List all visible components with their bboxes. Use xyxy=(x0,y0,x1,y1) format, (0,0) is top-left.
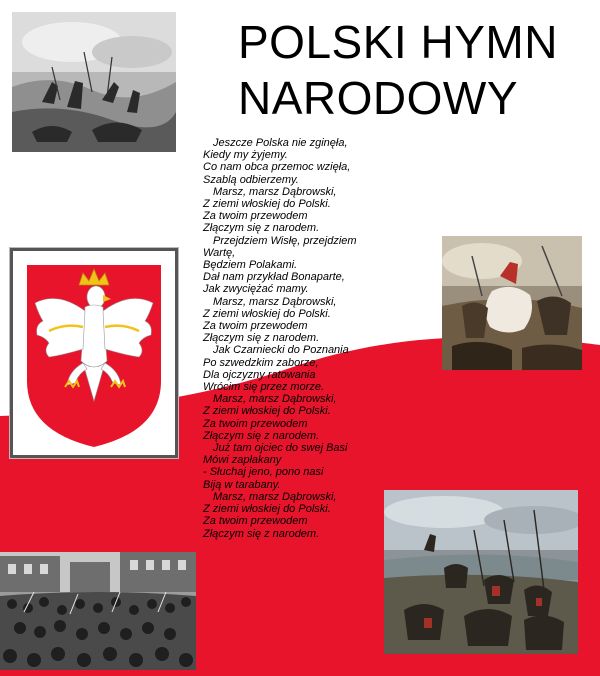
lyrics-line: Za twoim przewodem xyxy=(203,417,308,430)
cavalry-painting-image xyxy=(442,236,582,370)
lyrics-line: Za twoim przewodem xyxy=(203,320,308,333)
lyrics-line: Kiedy my żyjemy. xyxy=(203,149,288,162)
lyrics-line: Złączym się z narodem. xyxy=(203,527,320,540)
lyrics-line: Mówi zapłakany xyxy=(203,454,282,467)
battle-painting-image xyxy=(384,490,578,654)
lyrics-line: Przejdziem Wisłę, przejdziem xyxy=(213,234,357,247)
lyrics-line: Marsz, marsz Dąbrowski, xyxy=(213,393,337,406)
marching-crowd-image xyxy=(0,552,196,670)
lyrics-line: Dał nam przykład Bonaparte, xyxy=(203,271,345,284)
lyrics-line: Złączym się z narodem. xyxy=(203,429,320,442)
polish-eagle-emblem xyxy=(13,251,175,455)
lyrics-line: Z ziemi włoskiej do Polski. xyxy=(203,503,331,516)
lyrics-line: Już tam ojciec do swej Basi xyxy=(213,442,348,455)
lyrics-line: Jeszcze Polska nie zginęła, xyxy=(213,137,348,149)
lyrics-line: Marsz, marsz Dąbrowski, xyxy=(213,295,337,308)
lyrics-line: Z ziemi włoskiej do Polski. xyxy=(203,307,331,320)
lyrics-line: Wartę, xyxy=(203,246,236,259)
lyrics-line: - Słuchaj jeno, pono nasi xyxy=(203,466,324,479)
lyrics-line: Po szwedzkim zaborze, xyxy=(203,356,319,369)
lyrics-line: Dla ojczyzny ratowania xyxy=(203,368,316,381)
emblem-frame xyxy=(10,248,178,458)
lyrics-line: Złączym się z narodem. xyxy=(203,332,320,345)
lyrics-line: Jak zwyciężać mamy. xyxy=(203,283,309,296)
lyrics-line: Marsz, marsz Dąbrowski, xyxy=(213,490,337,503)
title-line-2: NARODOWY xyxy=(238,72,518,124)
page-title xyxy=(238,14,558,126)
lyrics-line: Biją w tarabany. xyxy=(203,478,281,491)
lyrics-line: Z ziemi włoskiej do Polski. xyxy=(203,198,331,211)
lyrics-line: Z ziemi włoskiej do Polski. xyxy=(203,405,331,418)
lyrics-line: Za twoim przewodem xyxy=(203,210,308,223)
lyrics-line: Za twoim przewodem xyxy=(203,515,308,528)
lyrics-line: Wrócim się przez morze. xyxy=(203,381,325,394)
title-line-1: POLSKI HYMN xyxy=(238,16,558,68)
battle-engraving-image xyxy=(12,12,176,152)
lyrics-line: Szablą odbierzemy. xyxy=(203,173,299,186)
lyrics-line: Co nam obca przemoc wzięła, xyxy=(203,161,351,174)
anthem-lyrics xyxy=(203,137,383,540)
lyrics-line: Złączym się z narodem. xyxy=(203,222,320,235)
lyrics-line: Jak Czarniecki do Poznania xyxy=(213,344,349,357)
lyrics-line: Będziem Polakami. xyxy=(203,259,298,272)
lyrics-line: Marsz, marsz Dąbrowski, xyxy=(213,185,337,198)
